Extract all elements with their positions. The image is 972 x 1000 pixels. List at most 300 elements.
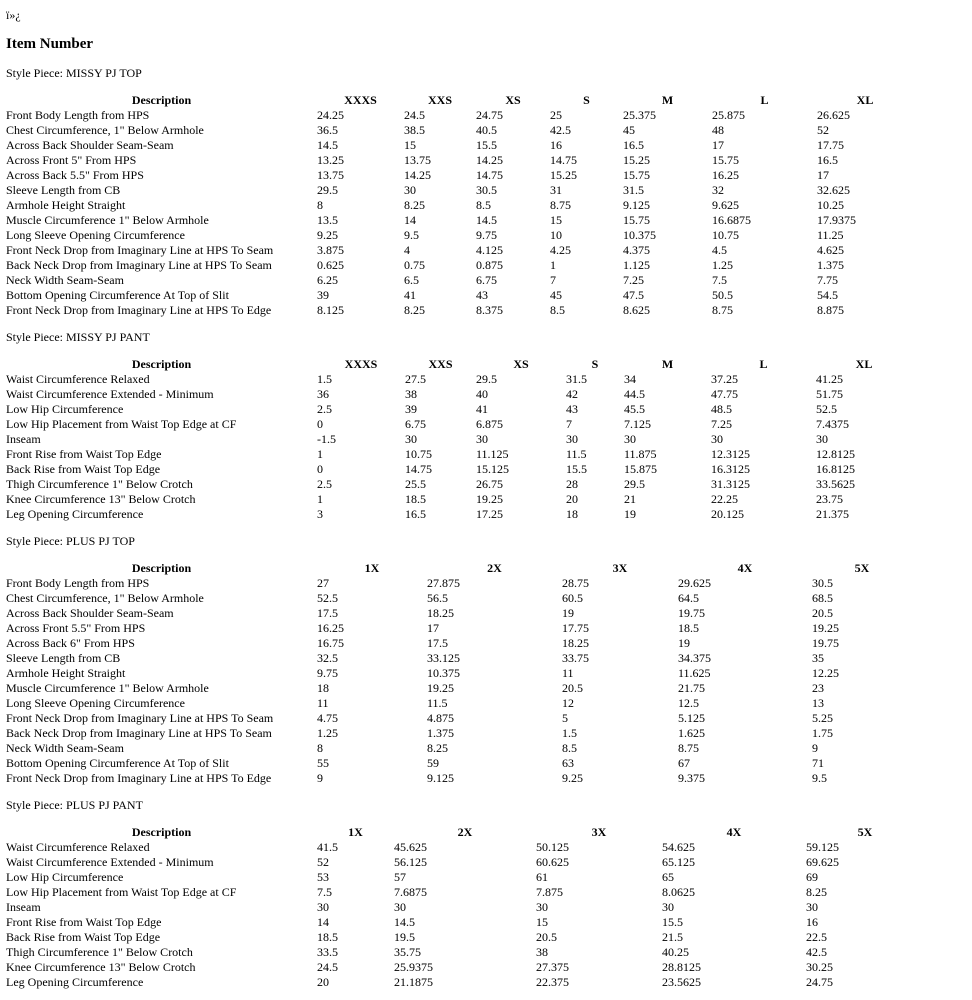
measurement-value-cell: 6.25: [317, 273, 338, 287]
measurement-value-cell: 7.75: [817, 273, 838, 287]
measurement-value-cell: 30: [394, 900, 406, 914]
measurement-label-cell: Knee Circumference 13" Below Crotch: [6, 960, 196, 974]
measurement-label-cell: Leg Opening Circumference: [6, 507, 144, 521]
measurement-value-cell: 25.875: [712, 108, 745, 122]
measurement-value-cell: 9.125: [623, 198, 650, 212]
measurement-value-cell: 30: [816, 432, 828, 446]
measurement-label-cell: Low Hip Circumference: [6, 402, 124, 416]
measurement-value-cell: 13.5: [317, 213, 338, 227]
measurement-value-cell: 30: [536, 900, 548, 914]
size-column-header: 4X: [737, 561, 753, 575]
measurement-value-cell: 5.25: [812, 711, 833, 725]
measurement-value-cell: 26.75: [476, 477, 503, 491]
measurement-value-cell: 56.5: [427, 591, 448, 605]
measurement-label-cell: Across Front 5" From HPS: [6, 153, 137, 167]
measurement-label-cell: Sleeve Length from CB: [6, 183, 121, 197]
measurement-value-cell: 10.75: [405, 447, 432, 461]
measurement-value-cell: 42: [566, 387, 578, 401]
measurement-value-cell: 4.5: [712, 243, 727, 257]
measurement-label-cell: Chest Circumference, 1" Below Armhole: [6, 123, 204, 137]
measurement-row: [6, 636, 912, 651]
measurement-value-cell: 45: [623, 123, 635, 137]
measurement-value-cell: 7.25: [623, 273, 644, 287]
measurement-row: [6, 123, 913, 138]
style-piece-label: Style Piece: PLUS PJ PANT: [6, 798, 143, 812]
measurement-value-cell: 15.75: [623, 168, 650, 182]
measurement-value-cell: 14.75: [476, 168, 503, 182]
measurement-row: [6, 960, 924, 975]
measurement-value-cell: 14: [404, 213, 416, 227]
measurement-value-cell: 41.25: [816, 372, 843, 386]
measurement-value-cell: 31: [550, 183, 562, 197]
measurement-row: [6, 696, 912, 711]
size-column-header: 3X: [612, 561, 628, 575]
measurement-value-cell: 7.875: [536, 885, 563, 899]
measurement-value-cell: 7.6875: [394, 885, 427, 899]
measurement-value-cell: 8.75: [550, 198, 571, 212]
measurement-value-cell: 13: [812, 696, 824, 710]
measurement-value-cell: 7.5: [712, 273, 727, 287]
measurement-value-cell: 30.5: [812, 576, 833, 590]
measurement-value-cell: 38: [405, 387, 417, 401]
measurement-value-cell: 34: [624, 372, 636, 386]
measurement-value-cell: 45.5: [624, 402, 645, 416]
measurement-value-cell: 9.5: [812, 771, 827, 785]
measurement-value-cell: 36.5: [317, 123, 338, 137]
measurement-value-cell: 40.25: [662, 945, 689, 959]
measurement-value-cell: 27.5: [405, 372, 426, 386]
measurement-value-cell: 27: [317, 576, 329, 590]
measurement-row: [6, 153, 913, 168]
measurement-value-cell: 65: [662, 870, 674, 884]
measurement-value-cell: 1.5: [317, 372, 332, 386]
measurement-label-cell: Waist Circumference Relaxed: [6, 372, 150, 386]
measurement-row: [6, 432, 912, 447]
measurement-row: [6, 840, 924, 855]
measurement-value-cell: 33.125: [427, 651, 460, 665]
measurement-value-cell: 19: [624, 507, 636, 521]
measurement-value-cell: 7: [550, 273, 556, 287]
measurement-value-cell: 15.5: [662, 915, 683, 929]
measurement-row: [6, 183, 913, 198]
measurement-value-cell: 50.5: [712, 288, 733, 302]
measurement-value-cell: 11.625: [678, 666, 711, 680]
measurement-value-cell: 33.5: [317, 945, 338, 959]
size-column-header: 3X: [591, 825, 607, 839]
measurement-value-cell: 32.5: [317, 651, 338, 665]
measurement-value-cell: 18.25: [562, 636, 589, 650]
measurement-value-cell: 16.5: [623, 138, 644, 152]
measurement-value-cell: 23: [812, 681, 824, 695]
measurement-value-cell: 25.5: [405, 477, 426, 491]
measurement-value-cell: 40: [476, 387, 488, 401]
measurement-row: [6, 756, 912, 771]
measurement-value-cell: 69: [806, 870, 818, 884]
measurement-label-cell: Bottom Opening Circumference At Top of Slit: [6, 756, 229, 770]
measurement-label-cell: Front Neck Drop from Imaginary Line at HPS To Seam: [6, 243, 274, 257]
measurement-row: [6, 930, 924, 945]
measurement-value-cell: 39: [405, 402, 417, 416]
measurement-value-cell: 9.75: [317, 666, 338, 680]
measurement-value-cell: 19.75: [812, 636, 839, 650]
measurement-value-cell: 54.5: [817, 288, 838, 302]
measurement-row: [6, 417, 912, 432]
measurement-value-cell: 36: [317, 387, 329, 401]
measurement-value-cell: 52.5: [816, 402, 837, 416]
measurement-value-cell: 30.25: [806, 960, 833, 974]
measurement-value-cell: 8.5: [562, 741, 577, 755]
section-missy-pj-pant: [6, 330, 966, 522]
measurement-value-cell: 1: [550, 258, 556, 272]
measurement-value-cell: 18.5: [405, 492, 426, 506]
style-piece-label: Style Piece: MISSY PJ TOP: [6, 66, 142, 80]
measurement-value-cell: 37.25: [711, 372, 738, 386]
measurement-row: [6, 213, 913, 228]
measurement-value-cell: 53: [317, 870, 329, 884]
measurement-value-cell: 1.25: [712, 258, 733, 272]
measurement-value-cell: 8.25: [806, 885, 827, 899]
measurement-value-cell: 22.25: [711, 492, 738, 506]
measurement-label-cell: Across Back Shoulder Seam-Seam: [6, 606, 174, 620]
measurement-value-cell: 16: [806, 915, 818, 929]
measurement-value-cell: 41: [404, 288, 416, 302]
measurement-value-cell: 24.25: [317, 108, 344, 122]
size-column-header: 1X: [348, 825, 363, 839]
measurement-value-cell: 17: [427, 621, 439, 635]
measurement-value-cell: 21.5: [662, 930, 683, 944]
size-column-header: 2X: [487, 561, 502, 575]
measurement-value-cell: 65.125: [662, 855, 695, 869]
measurement-value-cell: 33.75: [562, 651, 589, 665]
measurement-value-cell: 30: [806, 900, 818, 914]
measurement-value-cell: 1.75: [812, 726, 833, 740]
size-column-header: S: [583, 93, 590, 107]
measurement-value-cell: 31.5: [566, 372, 587, 386]
measurement-value-cell: 30: [317, 900, 329, 914]
measurement-row: [6, 621, 912, 636]
measurement-value-cell: 0.875: [476, 258, 503, 272]
measurement-label-cell: Front Neck Drop from Imaginary Line at HPS To Edge: [6, 303, 272, 317]
measurement-value-cell: 17.75: [817, 138, 844, 152]
measurement-value-cell: 4.125: [476, 243, 503, 257]
measurement-value-cell: 1.125: [623, 258, 650, 272]
measurement-value-cell: 10.375: [427, 666, 460, 680]
measurement-value-cell: 22.5: [806, 930, 827, 944]
measurement-value-cell: 17: [817, 168, 829, 182]
measurement-value-cell: 23.5625: [662, 975, 701, 989]
measurement-label-cell: Front Rise from Waist Top Edge: [6, 915, 162, 929]
measurement-value-cell: 64.5: [678, 591, 699, 605]
measurement-value-cell: 47.5: [623, 288, 644, 302]
size-column-header: 5X: [857, 825, 873, 839]
measurement-value-cell: 6.75: [405, 417, 426, 431]
measurement-value-cell: 28: [566, 477, 578, 491]
size-column-header: XXXS: [344, 93, 377, 107]
measurement-value-cell: 15.5: [566, 462, 587, 476]
measurement-row: [6, 138, 913, 153]
measurement-value-cell: -1.5: [317, 432, 336, 446]
measurement-value-cell: 57: [394, 870, 406, 884]
measurement-value-cell: 20: [566, 492, 578, 506]
measurement-value-cell: 0: [317, 417, 323, 431]
description-column-header: Description: [131, 561, 192, 575]
measurement-value-cell: 16.6875: [712, 213, 751, 227]
size-column-header: XXS: [428, 357, 453, 371]
measurement-value-cell: 24.75: [806, 975, 833, 989]
measurement-value-cell: 13.25: [317, 153, 344, 167]
measurement-label-cell: Armhole Height Straight: [6, 666, 126, 680]
measurement-value-cell: 12.3125: [711, 447, 750, 461]
measurement-value-cell: 14.25: [404, 168, 431, 182]
measurement-value-cell: 6.875: [476, 417, 503, 431]
measurement-value-cell: 15: [536, 915, 548, 929]
measurement-value-cell: 60.5: [562, 591, 583, 605]
measurement-value-cell: 28.75: [562, 576, 589, 590]
measurement-label-cell: Sleeve Length from CB: [6, 651, 121, 665]
measurement-value-cell: 52: [817, 123, 829, 137]
measurement-value-cell: 30: [566, 432, 578, 446]
measurement-value-cell: 4.375: [623, 243, 650, 257]
measurement-value-cell: 10.75: [712, 228, 739, 242]
measurement-value-cell: 59.125: [806, 840, 839, 854]
size-column-header: 1X: [364, 561, 380, 575]
measurement-value-cell: 8.25: [404, 198, 425, 212]
style-piece-label: Style Piece: PLUS PJ TOP: [6, 534, 135, 548]
measurement-value-cell: 9.75: [476, 228, 497, 242]
measurement-value-cell: 69.625: [806, 855, 839, 869]
measurement-label-cell: Back Neck Drop from Imaginary Line at HPS To Seam: [6, 258, 272, 272]
measurement-row: [6, 855, 924, 870]
measurement-label-cell: Low Hip Placement from Waist Top Edge at CF: [6, 885, 237, 899]
measurement-row: [6, 771, 912, 786]
measurement-row: [6, 726, 912, 741]
measurement-row: [6, 372, 912, 387]
measurement-value-cell: 60.625: [536, 855, 569, 869]
measurement-value-cell: 11: [317, 696, 329, 710]
measurement-value-cell: 3: [317, 507, 323, 521]
measurement-label-cell: Muscle Circumference 1" Below Armhole: [6, 681, 209, 695]
measurement-label-cell: Low Hip Circumference: [6, 870, 124, 884]
measurement-value-cell: 16: [550, 138, 562, 152]
measurement-value-cell: 16.25: [712, 168, 739, 182]
measurement-value-cell: 21: [624, 492, 636, 506]
measurement-value-cell: 14.5: [476, 213, 497, 227]
measurement-value-cell: 8.5: [476, 198, 491, 212]
measurement-value-cell: 16.3125: [711, 462, 750, 476]
measurement-value-cell: 31.5: [623, 183, 644, 197]
measurement-value-cell: 2.5: [317, 477, 332, 491]
description-column-header: Description: [131, 825, 192, 839]
measurement-value-cell: 11.25: [817, 228, 844, 242]
measurement-row: [6, 945, 924, 960]
measurement-value-cell: 25.9375: [394, 960, 433, 974]
measurement-row: [6, 108, 913, 123]
section-plus-pj-top: [6, 534, 966, 786]
measurement-value-cell: 9.125: [427, 771, 454, 785]
measurement-value-cell: 42.5: [806, 945, 827, 959]
measurement-label-cell: Neck Width Seam-Seam: [6, 273, 124, 287]
measurement-value-cell: 13.75: [317, 168, 344, 182]
measurement-label-cell: Thigh Circumference 1" Below Crotch: [6, 945, 193, 959]
header-row: [6, 825, 924, 840]
measurement-value-cell: 1: [317, 492, 323, 506]
measurement-value-cell: 30: [624, 432, 636, 446]
size-column-header: M: [661, 93, 674, 107]
measurement-value-cell: 14.75: [550, 153, 577, 167]
measurement-value-cell: 8.5: [550, 303, 565, 317]
measurement-value-cell: 24.5: [317, 960, 338, 974]
measurement-value-cell: 8: [317, 198, 323, 212]
measurement-value-cell: 22.375: [536, 975, 569, 989]
measurement-value-cell: 14.5: [394, 915, 415, 929]
measurement-value-cell: 9: [812, 741, 818, 755]
measurement-row: [6, 741, 912, 756]
measurement-value-cell: 0.75: [404, 258, 425, 272]
size-column-header: 5X: [854, 561, 870, 575]
measurement-value-cell: 4.625: [817, 243, 844, 257]
measurement-value-cell: 38.5: [404, 123, 425, 137]
measurement-value-cell: 67: [678, 756, 690, 770]
measurement-value-cell: 8: [317, 741, 323, 755]
measurement-value-cell: 52.5: [317, 591, 338, 605]
measurement-label-cell: Inseam: [6, 900, 41, 914]
measurement-value-cell: 21.375: [816, 507, 849, 521]
measurement-value-cell: 21.75: [678, 681, 705, 695]
measurement-label-cell: Long Sleeve Opening Circumference: [6, 228, 185, 242]
measurement-value-cell: 4.25: [550, 243, 571, 257]
measurement-label-cell: Waist Circumference Relaxed: [6, 840, 150, 854]
measurement-value-cell: 52: [317, 855, 329, 869]
measurement-value-cell: 41.5: [317, 840, 338, 854]
measurement-label-cell: Waist Circumference Extended - Minimum: [6, 855, 214, 869]
measurement-value-cell: 15.25: [623, 153, 650, 167]
measurement-value-cell: 18: [317, 681, 329, 695]
size-column-header: XXS: [427, 93, 452, 107]
measurement-value-cell: 9.5: [404, 228, 419, 242]
header-row: [6, 561, 912, 576]
measurement-value-cell: 30.5: [476, 183, 497, 197]
measurement-value-cell: 59: [427, 756, 439, 770]
size-column-header: L: [759, 357, 768, 371]
measurement-value-cell: 19.25: [476, 492, 503, 506]
measurement-value-cell: 1.625: [678, 726, 705, 740]
measurement-value-cell: 28.8125: [662, 960, 701, 974]
measurement-row: [6, 303, 913, 318]
size-column-header: XL: [855, 357, 873, 371]
measurement-value-cell: 63: [562, 756, 574, 770]
size-column-header: XS: [513, 357, 529, 371]
measurement-value-cell: 8.375: [476, 303, 503, 317]
measurement-value-cell: 71: [812, 756, 824, 770]
measurement-value-cell: 2.5: [317, 402, 332, 416]
measurement-value-cell: 61: [536, 870, 548, 884]
measurement-value-cell: 40.5: [476, 123, 497, 137]
measurement-row: [6, 591, 912, 606]
measurement-label-cell: Front Neck Drop from Imaginary Line at HPS To Edge: [6, 771, 272, 785]
measurement-value-cell: 17.25: [476, 507, 503, 521]
measurement-value-cell: 11: [562, 666, 574, 680]
measurement-value-cell: 25: [550, 108, 562, 122]
measurement-row: [6, 900, 924, 915]
measurement-value-cell: 8.75: [678, 741, 699, 755]
measurement-value-cell: 27.875: [427, 576, 460, 590]
measurement-value-cell: 34.375: [678, 651, 711, 665]
measurement-value-cell: 29.5: [317, 183, 338, 197]
measurement-label-cell: Neck Width Seam-Seam: [6, 741, 124, 755]
measurement-value-cell: 15.75: [623, 213, 650, 227]
measurement-row: [6, 711, 912, 726]
bom-character-text: ï»¿: [6, 8, 21, 22]
measurement-row: [6, 228, 913, 243]
measurement-label-cell: Back Rise from Waist Top Edge: [6, 930, 161, 944]
measurement-value-cell: 14: [317, 915, 329, 929]
measurement-label-cell: Muscle Circumference 1" Below Armhole: [6, 213, 209, 227]
measurement-value-cell: 20.125: [711, 507, 744, 521]
size-column-header: L: [760, 93, 769, 107]
measurement-value-cell: 8.125: [317, 303, 344, 317]
measurement-value-cell: 55: [317, 756, 329, 770]
size-column-header: XL: [856, 93, 874, 107]
measurement-value-cell: 1.5: [562, 726, 577, 740]
measurement-value-cell: 7.5: [317, 885, 332, 899]
measurement-value-cell: 15.125: [476, 462, 509, 476]
measurement-value-cell: 29.5: [624, 477, 645, 491]
measurement-value-cell: 12: [562, 696, 574, 710]
measurement-value-cell: 19: [678, 636, 690, 650]
measurement-value-cell: 0.625: [317, 258, 344, 272]
measurement-value-cell: 26.625: [817, 108, 850, 122]
measurement-value-cell: 15: [550, 213, 562, 227]
measurement-value-cell: 54.625: [662, 840, 695, 854]
measurement-value-cell: 16.5: [405, 507, 426, 521]
measurement-value-cell: 16.75: [317, 636, 344, 650]
measurement-label-cell: Bottom Opening Circumference At Top of Slit: [6, 288, 229, 302]
measurement-value-cell: 45: [550, 288, 562, 302]
measurement-value-cell: 6.75: [476, 273, 497, 287]
description-column-header: Description: [131, 357, 192, 371]
measurement-value-cell: 15.25: [550, 168, 577, 182]
measurement-value-cell: 4.875: [427, 711, 454, 725]
measurement-value-cell: 14.5: [317, 138, 338, 152]
measurement-value-cell: 18.25: [427, 606, 454, 620]
measurement-value-cell: 8.75: [712, 303, 733, 317]
measurement-value-cell: 9.25: [317, 228, 338, 242]
measurement-value-cell: 48: [712, 123, 724, 137]
document-page: [6, 8, 966, 990]
measurement-value-cell: 15.5: [476, 138, 497, 152]
measurement-label-cell: Across Front 5.5" From HPS: [6, 621, 146, 635]
header-row: [6, 93, 913, 108]
measurement-value-cell: 8.25: [404, 303, 425, 317]
measurement-label-cell: Front Neck Drop from Imaginary Line at HPS To Seam: [6, 711, 274, 725]
measurement-value-cell: 7: [566, 417, 572, 431]
measurement-value-cell: 21.1875: [394, 975, 433, 989]
measurement-row: [6, 651, 912, 666]
measurement-value-cell: 9.375: [678, 771, 705, 785]
measurement-value-cell: 51.75: [816, 387, 843, 401]
measurement-row: [6, 387, 912, 402]
plus-pj-top-size-table: [6, 561, 912, 786]
measurement-value-cell: 7.4375: [816, 417, 849, 431]
missy-pj-top-size-table: [6, 93, 913, 318]
measurement-value-cell: 9.625: [712, 198, 739, 212]
measurement-label-cell: Across Back 5.5" From HPS: [6, 168, 144, 182]
measurement-value-cell: 8.875: [817, 303, 844, 317]
measurement-value-cell: 8.25: [427, 741, 448, 755]
measurement-value-cell: 30: [476, 432, 488, 446]
measurement-value-cell: 20.5: [536, 930, 557, 944]
measurement-value-cell: 1: [317, 447, 323, 461]
